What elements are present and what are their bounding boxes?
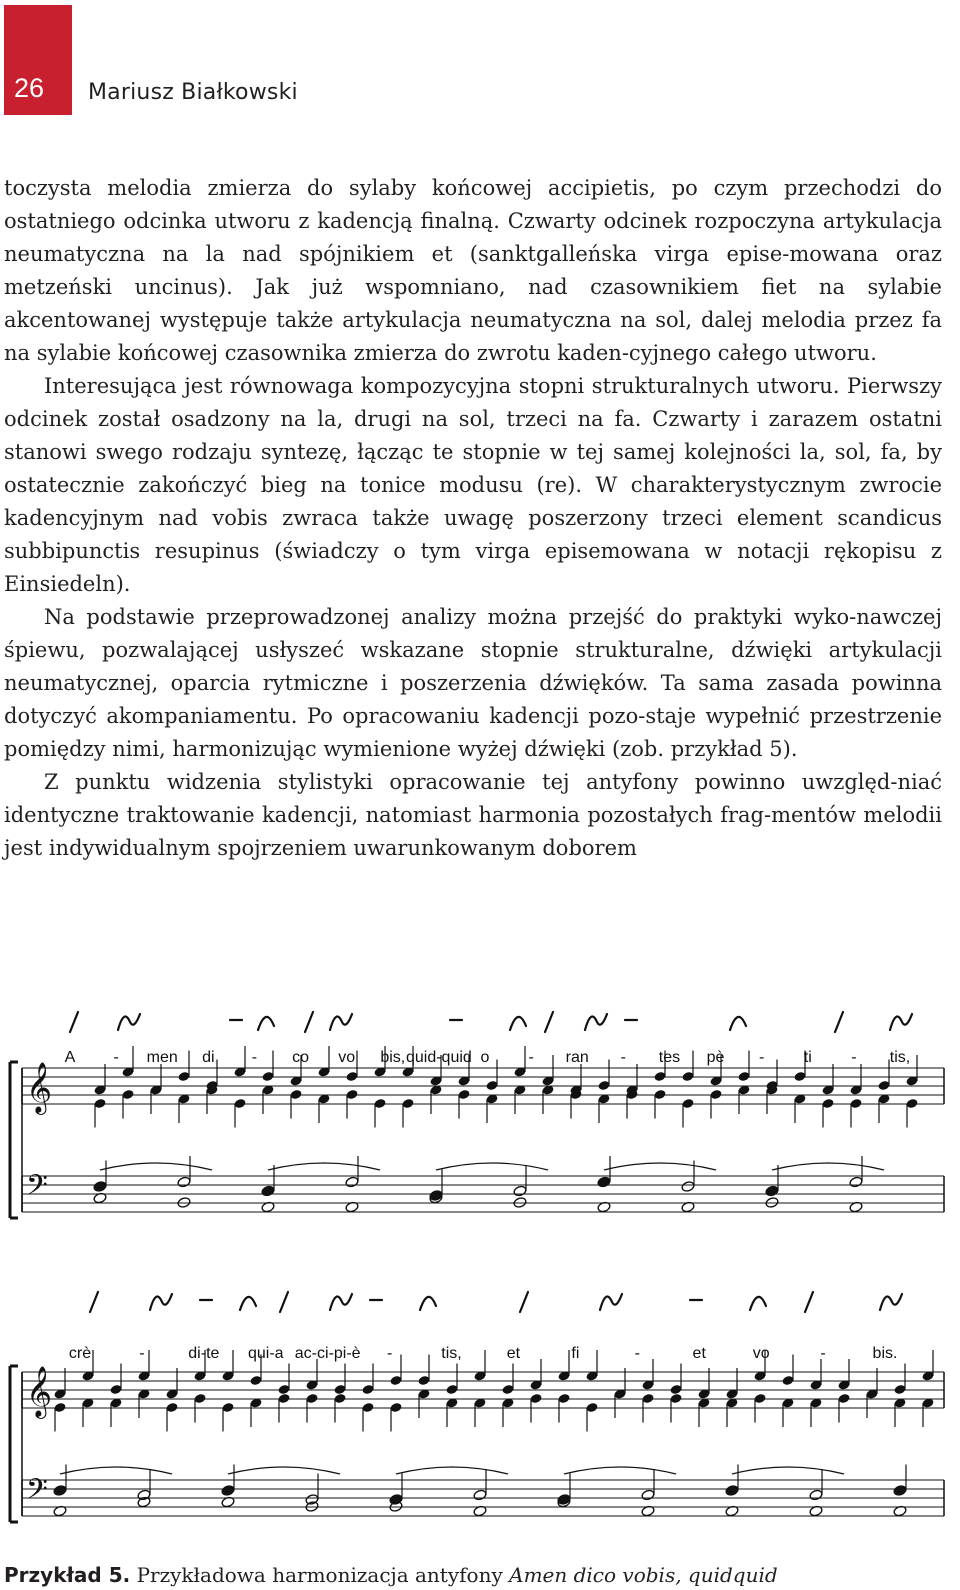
neume-sign <box>305 1012 313 1032</box>
lyric-syllable: - <box>386 1345 393 1362</box>
neume-sign <box>330 1014 352 1030</box>
lyric-syllable: - <box>634 1345 640 1362</box>
lyric-syllable: - <box>113 1049 119 1066</box>
music-example <box>0 980 960 1550</box>
staff-system-1 <box>10 1046 944 1218</box>
tie <box>772 1163 884 1170</box>
tie <box>436 1163 548 1170</box>
lyrics-system-2 <box>69 1345 898 1362</box>
lyric-syllable: et <box>506 1345 521 1362</box>
lyric-syllable: di <box>202 1049 215 1066</box>
lyric-syllable: - <box>759 1049 765 1066</box>
note-head <box>221 1485 235 1497</box>
lyric-syllable: fi <box>571 1345 580 1362</box>
figure-caption <box>4 1563 778 1587</box>
lyric-syllable: tis, <box>889 1049 911 1066</box>
neume-sign <box>585 1014 607 1030</box>
tie <box>60 1467 172 1474</box>
lyrics-system-1 <box>65 1049 911 1066</box>
neume-sign <box>510 1017 526 1030</box>
lyric-syllable: - <box>528 1049 534 1066</box>
paragraph-4: Z punktu widzenia stylistyki opracowanie tej antyfony powinno uwzględ-niać identyczne traktowanie kadencji, natomiast harmonia pozostałych frag-mentów melodii jest indywidualnym spojrzeniem uwarunkowanym doborem <box>4 770 942 860</box>
system-bracket <box>10 1366 18 1522</box>
note-head <box>261 1185 275 1197</box>
body-text <box>4 172 942 865</box>
tie <box>100 1163 212 1170</box>
paragraph-2: Interesująca jest równowaga kompozycyjna stopni strukturalnych utworu. Pierwszy odcinek został osadzony na la, drugi na sol, trzeci na fa. Czwarty i zarazem ostatni stanowi swego rodzaju syntezę, łącząc te stopnie w tej samej kolejności la, sol, fa, by ostatecznie zakończyć bieg na tonice modusu (re). W charakterystycznym zwrocie kadencyjnym nad vobis zwraca także uwagę poszerzony trzeci element scandicus subbipunctis resupinus (świadczy o tym virga episemowana w notacji rękopisu z Einsiedeln). <box>4 374 942 596</box>
lyric-syllable: tis, <box>441 1345 462 1362</box>
lyric-syllable: - <box>139 1345 145 1362</box>
note-head <box>809 1489 823 1501</box>
lyric-syllable: - <box>851 1049 857 1066</box>
note-head <box>765 1185 779 1197</box>
note-head <box>513 1185 527 1197</box>
running-head-author: Mariusz Białkowski <box>88 80 298 105</box>
treble-clef: 𝄞 <box>26 1062 53 1113</box>
neume-sign <box>420 1297 436 1310</box>
note-head <box>345 1176 359 1188</box>
lyric-syllable: qui-a <box>247 1345 284 1362</box>
caption-text: Przykładowa harmonizacja antyfony <box>136 1563 503 1587</box>
note-head <box>849 1176 863 1188</box>
tie <box>396 1467 508 1474</box>
note-head <box>177 1176 191 1188</box>
neume-sign <box>90 1292 98 1312</box>
treble-clef: 𝄞 <box>26 1366 53 1417</box>
neume-sign <box>545 1012 553 1032</box>
lyric-syllable: bis, <box>380 1049 406 1066</box>
note-head <box>473 1489 487 1501</box>
bass-clef: 𝄢 <box>26 1169 48 1209</box>
staff-system-2 <box>10 1350 944 1522</box>
tie <box>732 1467 844 1474</box>
caption-title: Amen dico vobis, quidquid <box>509 1563 778 1587</box>
neume-sign <box>835 1012 843 1032</box>
bass-clef: 𝄢 <box>26 1473 48 1513</box>
lyric-syllable: men <box>146 1049 178 1066</box>
neume-sign <box>730 1017 746 1030</box>
neume-notation-system-2 <box>90 1292 902 1312</box>
tie <box>228 1467 340 1474</box>
note-head <box>53 1485 67 1497</box>
lyric-syllable: A <box>64 1049 76 1066</box>
paragraph-1: toczysta melodia zmierza do sylaby końcowej accipietis, po czym przechodzi do ostatniego odcinka utworu z kadencją finalną. Czwarty odcinek rozpoczyna artykulacja neumatyczna na la nad spójnikiem et (sanktgalleńska virga epise-mowana oraz metzeński uncinus). Jak już wspomniano, nad czasownikiem fiet na sylabie akcentowanej występuje także artykulacja neumatyczna na sol, dalej melodia przez fa na sylabie końcowej czasownika zmierza do zwrotu kaden-cyjnego całego utworu. <box>4 176 942 365</box>
lyric-syllable: quid-quid <box>405 1049 472 1066</box>
tie <box>604 1163 716 1170</box>
neume-sign <box>805 1292 813 1312</box>
neume-sign <box>600 1294 622 1310</box>
lyric-syllable: di-te <box>188 1345 220 1362</box>
note-head <box>641 1489 655 1501</box>
lyric-syllable: vo <box>338 1049 356 1066</box>
caption-label: Przykład 5. <box>4 1563 131 1587</box>
lyric-syllable: bis. <box>872 1345 898 1362</box>
note-head <box>725 1485 739 1497</box>
neume-sign <box>240 1297 256 1310</box>
lyric-syllable: ran <box>565 1049 589 1066</box>
note-head <box>597 1176 611 1188</box>
neume-notation-system-1 <box>70 1012 912 1032</box>
tie <box>564 1467 676 1474</box>
neume-sign <box>150 1294 172 1310</box>
page-number: 26 <box>14 73 45 103</box>
neume-sign <box>330 1294 352 1310</box>
lyric-syllable: tes <box>658 1049 681 1066</box>
neume-sign <box>890 1014 912 1030</box>
note-head <box>681 1181 695 1193</box>
system-bracket <box>10 1062 18 1218</box>
neume-sign <box>118 1014 140 1030</box>
neume-sign <box>520 1292 528 1312</box>
lyric-syllable: pè <box>706 1049 725 1066</box>
lyric-syllable: et <box>692 1345 706 1362</box>
neume-sign <box>750 1297 766 1310</box>
note-head <box>893 1485 907 1497</box>
lyric-syllable: ac-ci-pi-è <box>294 1345 361 1362</box>
paragraph-3: Na podstawie przeprowadzonej analizy można przejść do praktyki wyko-nawczej śpiewu, pozwalającej usłyszeć wskazane stopnie strukturalne, dźwięki artykulacji neumatycznej, oparcia rytmiczne i poszerzenia dźwięków. Ta sama zasada powinna dotyczyć akompaniamentu. Po opracowaniu kadencji pozo-staje wypełnić przestrzenie pomiędzy nimi, harmonizując wymienione wyżej dźwięki (zob. przykład 5). <box>4 605 942 761</box>
neume-sign <box>258 1017 274 1030</box>
lyric-syllable: o <box>480 1049 490 1066</box>
neume-sign <box>880 1294 902 1310</box>
neume-sign <box>280 1292 288 1312</box>
lyric-syllable: - <box>620 1049 626 1066</box>
lyric-syllable: - <box>251 1049 258 1066</box>
neume-sign <box>70 1012 78 1032</box>
lyric-syllable: ti <box>803 1049 812 1066</box>
lyric-syllable: - <box>820 1345 826 1362</box>
lyric-syllable: crè <box>68 1345 92 1362</box>
tie <box>268 1163 380 1170</box>
note-head <box>93 1181 107 1193</box>
lyric-syllable: vo <box>752 1345 770 1362</box>
lyric-syllable: co <box>292 1049 310 1066</box>
